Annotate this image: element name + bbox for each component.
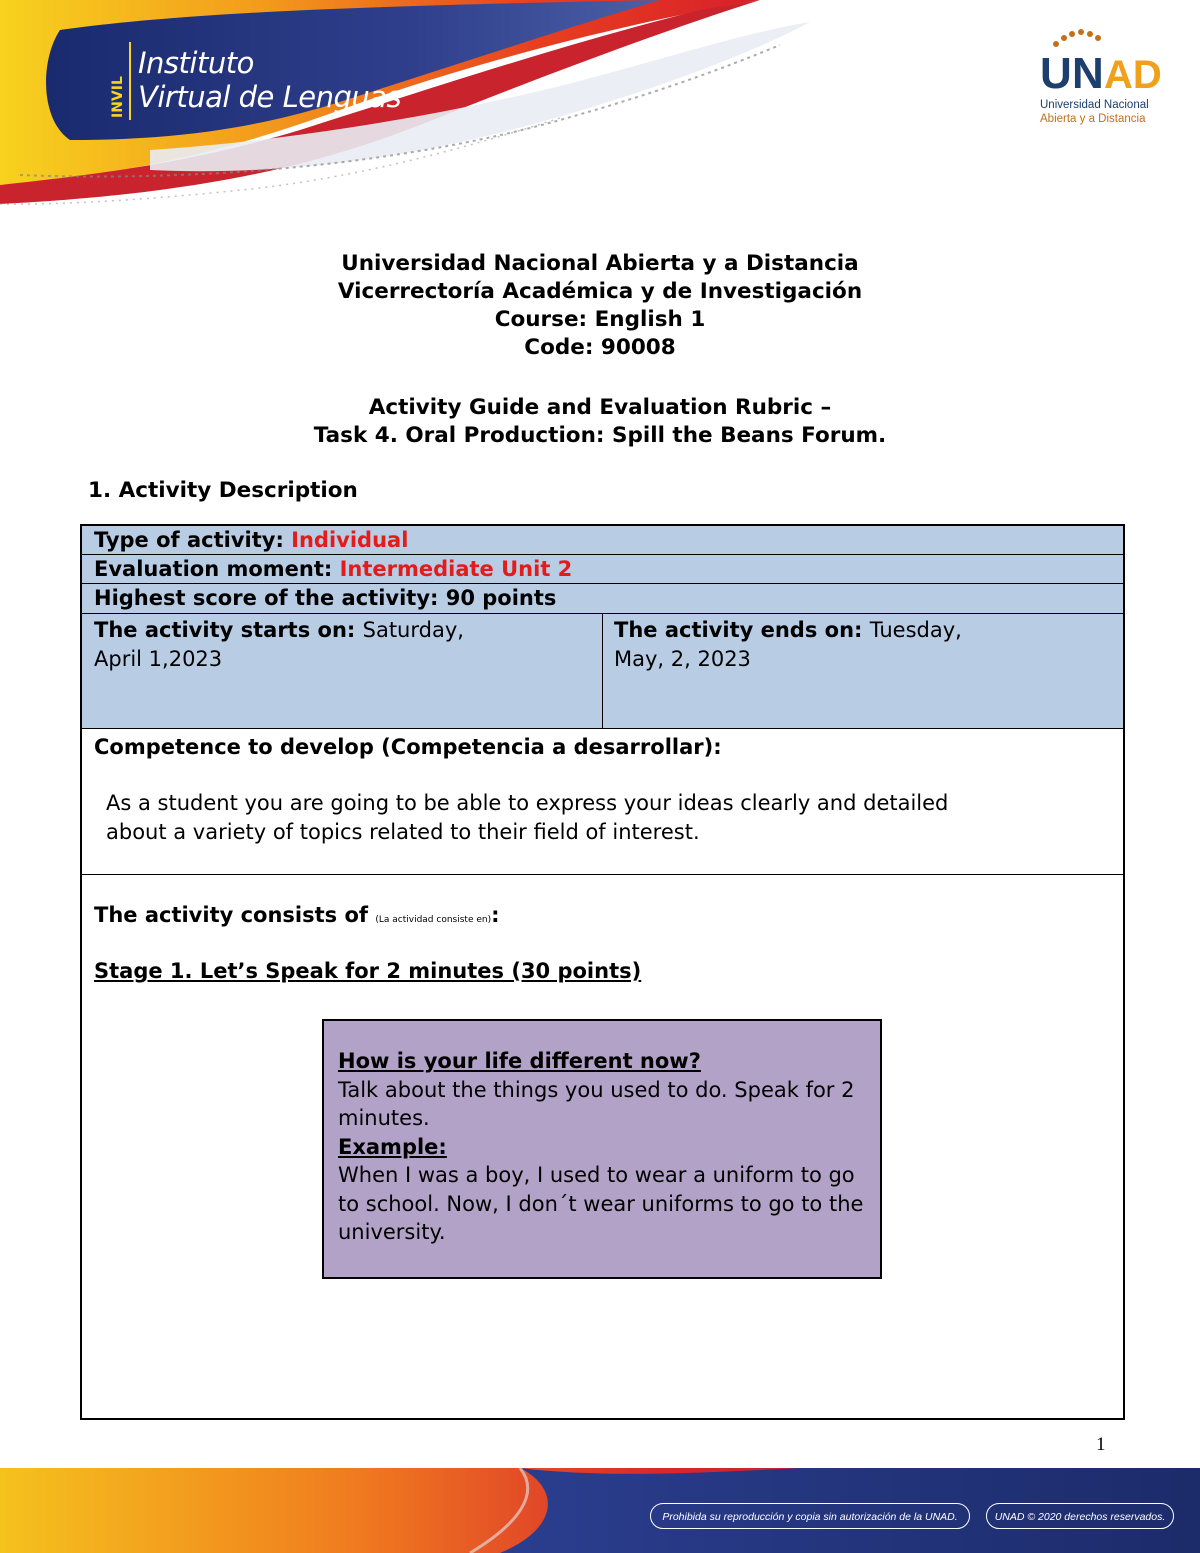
footer-copyright: UNAD © 2020 derechos reservados. (986, 1503, 1174, 1529)
institute-line2: Virtual de Lenguas (138, 80, 402, 114)
end-value-day: Tuesday, (869, 618, 962, 642)
page-number: 1 (1096, 1434, 1106, 1455)
start-value-date: April 1,2023 (94, 647, 223, 671)
unad-line1: Universidad Nacional (1040, 99, 1149, 111)
section-heading: 1. Activity Description (88, 478, 358, 503)
course-code: Code: 90008 (524, 335, 676, 360)
evaluation-label: Evaluation moment: (94, 557, 340, 581)
evaluation-value: Intermediate Unit 2 (339, 557, 573, 581)
end-date-cell (614, 616, 962, 674)
course-name: Course: English 1 (494, 307, 706, 332)
competence-text (106, 789, 948, 847)
institute-line1: Instituto (138, 46, 254, 80)
example-box (322, 1019, 882, 1279)
start-date-cell (94, 616, 464, 674)
box-heading: How is your life different now? (338, 1049, 701, 1073)
consists-row (82, 875, 1123, 1420)
type-value: Individual (291, 528, 409, 552)
institute-logo-text (138, 46, 401, 114)
unad-line2: Abierta y a Distancia (1040, 113, 1146, 125)
svg-text:U: U (1040, 49, 1072, 98)
start-label: The activity starts on: (94, 618, 363, 642)
box-instruction: Talk about the things you used to do. Speak for 2 minutes. (338, 1077, 855, 1130)
score-row (82, 584, 1123, 614)
type-row (82, 526, 1123, 555)
dates-row (82, 614, 1123, 729)
dates-divider (602, 614, 603, 728)
competence-line2: about a variety of topics related to their field of interest. (106, 820, 700, 844)
vice-rectory: Vicerrectoría Académica y de Investigación (337, 279, 863, 304)
competence-line1: As a student you are going to be able to express your ideas clearly and detailed (106, 791, 949, 815)
university-name: Universidad Nacional Abierta y a Distancia (341, 251, 859, 276)
competence-row (82, 729, 1123, 875)
document-title-block (0, 250, 1200, 450)
guide-title: Activity Guide and Evaluation Rubric – (368, 395, 832, 420)
competence-label: Competence to develop (Competencia a desarrollar): (94, 735, 722, 759)
svg-text:INVIL: INVIL (110, 76, 126, 118)
end-label: The activity ends on: (614, 618, 870, 642)
stage-heading: Stage 1. Let’s Speak for 2 minutes (30 points) (94, 959, 642, 983)
start-value-day: Saturday, (362, 618, 464, 642)
end-value-date: May, 2, 2023 (614, 647, 751, 671)
task-title: Task 4. Oral Production: Spill the Beans Forum. (313, 423, 887, 448)
footer-notice: Prohibida su reproducción y copia sin autorización de la UNAD. (650, 1503, 970, 1529)
consists-label: The activity consists of (94, 903, 376, 927)
svg-text:N: N (1072, 49, 1104, 98)
activity-table (80, 524, 1125, 1420)
consists-small-note: (La actividad consiste en) (375, 915, 492, 925)
unad-subtitle (1040, 98, 1149, 126)
box-example-label: Example: (338, 1134, 447, 1159)
score-text: Highest score of the activity: 90 points (94, 586, 557, 610)
evaluation-row (82, 555, 1123, 584)
svg-text:AD: AD (1104, 53, 1162, 97)
type-label: Type of activity: (94, 528, 292, 552)
consists-heading: The activity consists of (La actividad consiste en): (94, 903, 500, 927)
institute-vertical-mark (100, 40, 134, 122)
box-example-text: When I was a boy, I used to wear a uniform to go to school. Now, I don´t wear uniforms to go to the university. (338, 1163, 864, 1244)
